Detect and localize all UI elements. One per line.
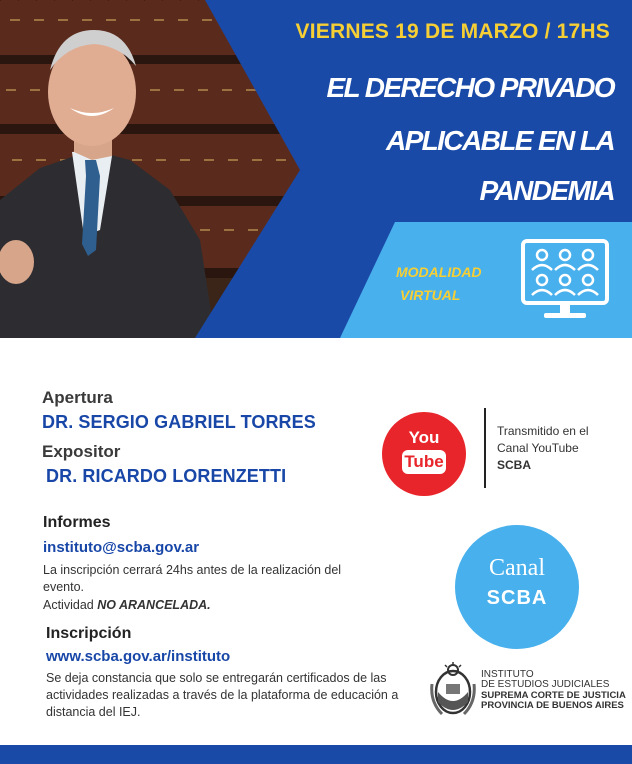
canal-name: SCBA [486,587,548,609]
institution-name-line: INSTITUTO [481,669,534,680]
youtube-channel-name: SCBA [497,458,532,472]
provincial-crest-icon [430,662,476,718]
province-name-line: PROVINCIA DE BUENOS AIRES [481,700,624,711]
apertura-speaker-name: DR. SERGIO GABRIEL TORRES [42,412,316,432]
event-banner [0,0,632,338]
youtube-logo-bottom: Tube [404,452,444,471]
inscription-deadline-text: La inscripción cerrará 24hs antes de la realización del evento. [43,563,342,594]
canal-label: Canal [489,555,545,581]
event-title-line: APLICABLE EN LA [385,125,614,156]
informes-heading: Informes [43,514,111,531]
apertura-label: Apertura [42,388,113,407]
footer-bar [0,745,632,764]
modalidad-label: MODALIDAD [396,264,482,280]
actividad-note [43,597,211,614]
divider [484,408,486,488]
youtube-caption-line: Canal YouTube [497,441,579,455]
youtube-caption-line: Transmitido en el [497,424,589,438]
certificate-note-text: Se deja constancia que solo se entregarán certificados de las actividades realizadas a través de la plataforma de educación a distancia del IEJ. [46,671,399,719]
youtube-logo-top: You [408,428,440,447]
institution-name-line: DE ESTUDIOS JUDICIALES [481,679,610,690]
inscripcion-heading: Inscripción [46,625,132,642]
video-conference-icon [520,238,610,324]
modalidad-value: VIRTUAL [400,287,461,303]
event-title-line: EL DERECHO PRIVADO [326,72,614,103]
actividad-prefix: Actividad [43,598,98,612]
expositor-label: Expositor [42,442,121,461]
contact-email-link[interactable]: instituto@scba.gov.ar [43,539,200,556]
actividad-emphasis: NO ARANCELADA. [97,598,211,612]
event-date: VIERNES 19 DE MARZO / 17HS [295,20,610,43]
inscription-url-link[interactable]: www.scba.gov.ar/instituto [46,648,231,665]
event-title-line: PANDEMIA [479,175,614,206]
expositor-speaker-name: DR. RICARDO LORENZETTI [46,466,287,486]
court-name-line: SUPREMA CORTE DE JUSTICIA [481,690,626,701]
